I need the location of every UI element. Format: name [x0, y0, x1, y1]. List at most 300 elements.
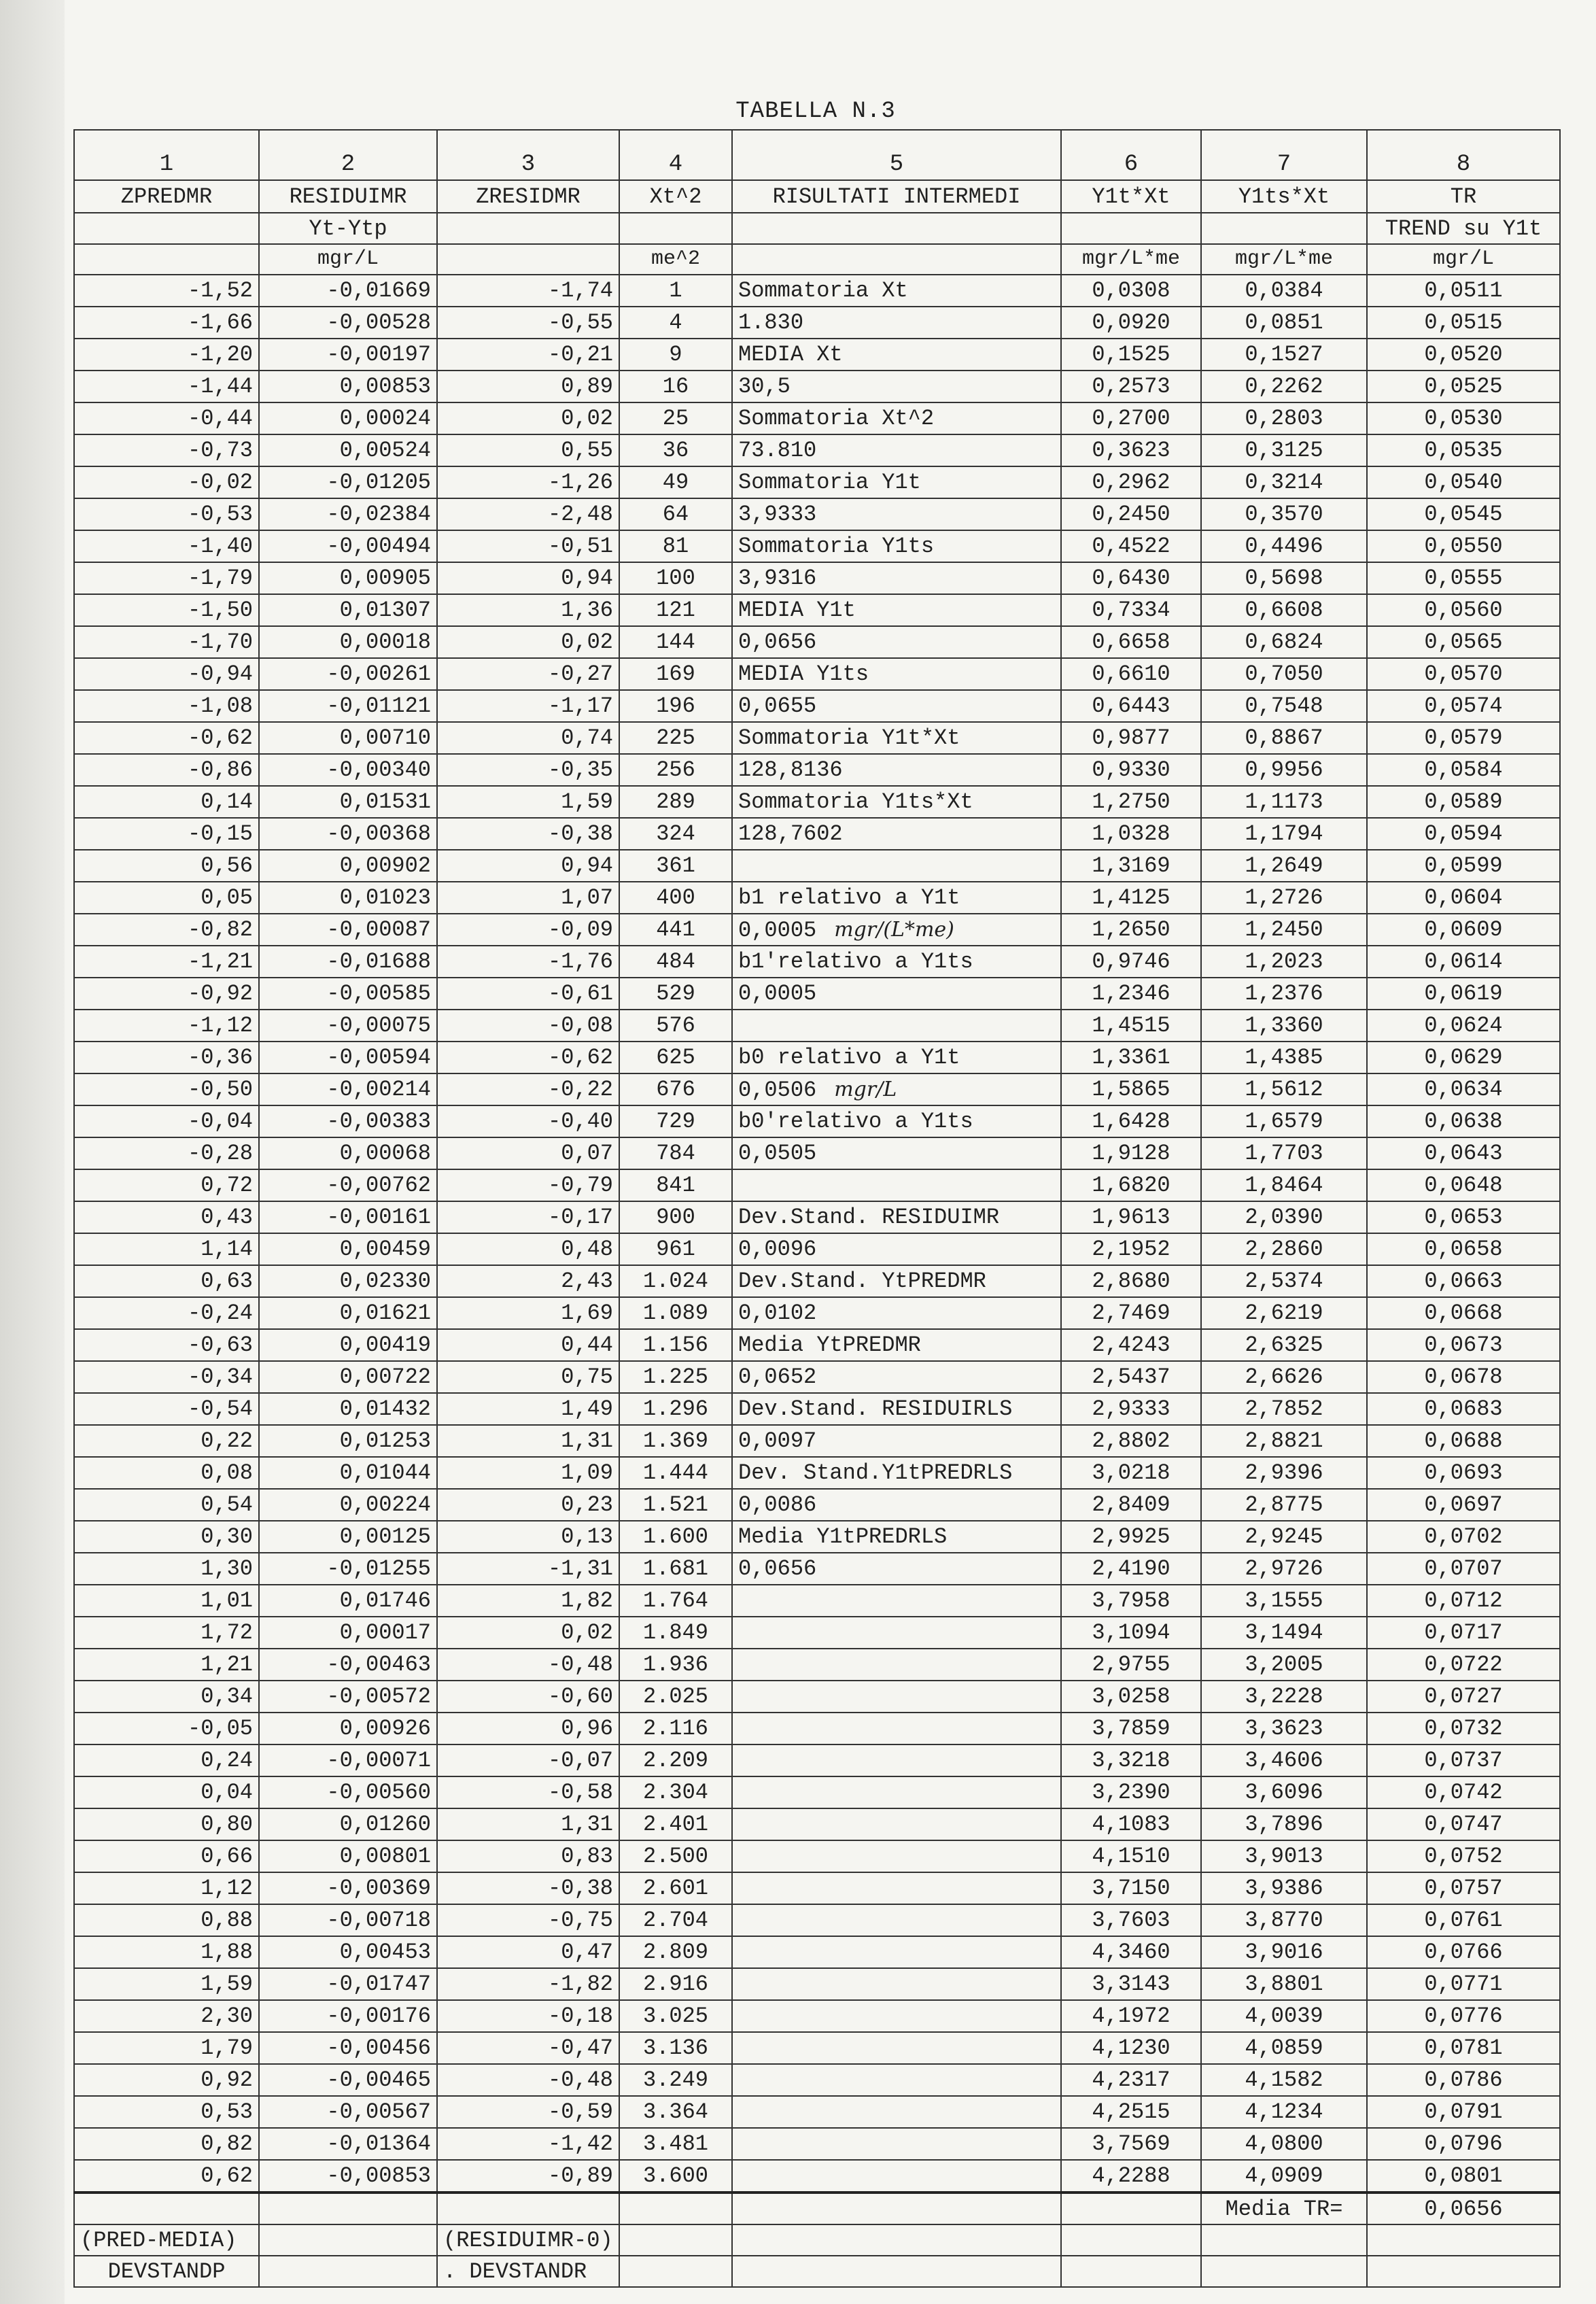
table-cell [732, 914, 1061, 946]
table-cell [732, 1553, 1061, 1585]
cell-value: 1,4385 [1245, 1045, 1323, 1070]
column-unit: mgr/L [259, 244, 437, 275]
table-row [74, 1713, 1560, 1744]
table-cell [74, 1073, 259, 1105]
cell-value: 1,6579 [1245, 1109, 1323, 1134]
footer-cell [619, 2193, 732, 2224]
table-cell [259, 1297, 437, 1329]
cell-value: 2,2860 [1245, 1237, 1323, 1262]
table-cell [1367, 434, 1560, 466]
cell-value: 4,1230 [1092, 2035, 1170, 2061]
cell-value: -0,00494 [326, 534, 431, 559]
table-cell [74, 658, 259, 690]
page-shadow [0, 0, 65, 2304]
cell-value: -0,50 [187, 1077, 253, 1102]
cell-value: 0,0097 [738, 1428, 817, 1454]
footer-cell [1061, 2193, 1201, 2224]
cell-value: Sommatoria Xt [738, 278, 908, 303]
cell-value: 0,05 [201, 885, 253, 910]
footer-cell [437, 2193, 619, 2224]
table-cell [619, 1585, 732, 1617]
table-cell [437, 1425, 619, 1457]
cell-value: 0,0688 [1424, 1428, 1503, 1454]
table-cell [732, 2032, 1061, 2064]
table-cell [619, 1713, 732, 1744]
cell-value: MEDIA Y1t [738, 598, 856, 623]
cell-value: 3.600 [642, 2163, 708, 2188]
table-cell [74, 1585, 259, 1617]
table-cell [1201, 946, 1367, 978]
table-cell [732, 1457, 1061, 1489]
table-cell [1201, 2032, 1367, 2064]
cell-value: 0,02 [561, 630, 613, 655]
table-cell [1201, 594, 1367, 626]
cell-value: -1,82 [547, 1972, 613, 1997]
cell-value: -0,36 [187, 1045, 253, 1070]
table-cell [437, 1968, 619, 2000]
table-cell [1367, 1553, 1560, 1585]
table-cell [437, 1681, 619, 1713]
table-cell [1367, 498, 1560, 530]
cell-value: 2.116 [642, 1716, 708, 1741]
table-cell [1061, 594, 1201, 626]
table-cell [437, 1904, 619, 1936]
table-cell [1201, 1649, 1367, 1681]
table-cell [619, 690, 732, 722]
table-cell [437, 307, 619, 339]
table-cell [259, 690, 437, 722]
cell-value: 0,0629 [1424, 1045, 1503, 1070]
cell-value: -0,35 [547, 757, 613, 783]
cell-value: 1,59 [201, 1972, 253, 1997]
table-cell [437, 1521, 619, 1553]
cell-value: 3,7150 [1092, 1876, 1170, 1901]
table-cell [74, 978, 259, 1010]
cell-value: -0,73 [187, 438, 253, 463]
table-cell [437, 402, 619, 434]
cell-value: 3,2228 [1245, 1684, 1323, 1709]
cell-value: -0,00528 [326, 310, 431, 335]
table-cell [1061, 1137, 1201, 1169]
table-cell [259, 722, 437, 754]
table-cell [74, 530, 259, 562]
column-header: Xt^2 [619, 180, 732, 213]
table-cell [74, 946, 259, 978]
table-cell [259, 946, 437, 978]
table-cell [732, 1872, 1061, 1904]
table-cell [259, 914, 437, 946]
table-cell [74, 1553, 259, 1585]
cell-value: 0,0619 [1424, 981, 1503, 1006]
table-cell [259, 882, 437, 914]
table-cell [1061, 914, 1201, 946]
table-cell [437, 2032, 619, 2064]
table-row [74, 1457, 1560, 1489]
cell-value: 0,0520 [1424, 342, 1503, 367]
cell-value: Sommatoria Y1t*Xt [738, 725, 960, 751]
cell-value: 0,0658 [1424, 1237, 1503, 1262]
table-cell [259, 658, 437, 690]
table-cell [1201, 307, 1367, 339]
table-cell [74, 594, 259, 626]
table-cell [1061, 1010, 1201, 1042]
table-cell [259, 818, 437, 850]
table-cell [1367, 594, 1560, 626]
table-row [74, 754, 1560, 786]
cell-value: 3,3623 [1245, 1716, 1323, 1741]
table-row [74, 1521, 1560, 1553]
cell-value: 25 [662, 406, 689, 431]
table-cell [1061, 1553, 1201, 1585]
cell-value: 1.521 [642, 1492, 708, 1517]
cell-value: -0,48 [547, 2067, 613, 2093]
table-row [74, 1105, 1560, 1137]
table-cell [1367, 946, 1560, 978]
table-cell [619, 2160, 732, 2193]
cell-value: 0,01044 [339, 1460, 431, 1485]
table-row [74, 1265, 1560, 1297]
cell-value: -0,51 [547, 534, 613, 559]
table-cell [1201, 1265, 1367, 1297]
table-cell [1201, 690, 1367, 722]
table-row [74, 882, 1560, 914]
table-cell [619, 1073, 732, 1105]
cell-value: 2,0390 [1245, 1205, 1323, 1230]
table-cell [1201, 1776, 1367, 1808]
table-cell [1201, 1105, 1367, 1137]
cell-value: 2,4243 [1092, 1332, 1170, 1358]
cell-value: 0,0570 [1424, 661, 1503, 687]
table-cell [437, 1137, 619, 1169]
table-row [74, 1744, 1560, 1776]
cell-value: 0,0656 [738, 630, 817, 655]
table-row [74, 1585, 1560, 1617]
cell-value: 4 [669, 310, 682, 335]
cell-value: 4,0909 [1245, 2163, 1323, 2188]
table-cell [1367, 1329, 1560, 1361]
table-cell [1367, 1617, 1560, 1649]
cell-value: -0,00594 [326, 1045, 431, 1070]
cell-value: 1.156 [642, 1332, 708, 1358]
table-cell [732, 786, 1061, 818]
table-cell [74, 914, 259, 946]
table-cell [1201, 1968, 1367, 2000]
cell-value: -0,04 [187, 1109, 253, 1134]
table-cell [732, 1137, 1061, 1169]
cell-value: 0,0707 [1424, 1556, 1503, 1581]
cell-value: 1,4125 [1092, 885, 1170, 910]
cell-value: 1,6820 [1092, 1173, 1170, 1198]
table-cell [1201, 818, 1367, 850]
footer-cell [1061, 2256, 1201, 2287]
table-cell [1061, 1297, 1201, 1329]
table-cell [1201, 562, 1367, 594]
cell-value: 0,00125 [339, 1524, 431, 1549]
cell-value: 0,55 [561, 438, 613, 463]
table-cell [1201, 1553, 1367, 1585]
cell-value: 0,0530 [1424, 406, 1503, 431]
cell-value: 0,13 [561, 1524, 613, 1549]
cell-value: 324 [656, 821, 695, 846]
cell-value: 1,36 [561, 598, 613, 623]
table-cell [74, 1808, 259, 1840]
table-cell [437, 1042, 619, 1073]
table-cell [259, 1201, 437, 1233]
cell-value: 2.809 [642, 1940, 708, 1965]
cell-value: MEDIA Xt [738, 342, 843, 367]
column-header: RISULTATI INTERMEDI [732, 180, 1061, 213]
cell-value: 3,2390 [1092, 1780, 1170, 1805]
table-cell [1061, 339, 1201, 371]
cell-value: b1'relativo a Y1ts [738, 949, 973, 974]
table-cell [259, 1489, 437, 1521]
table-cell [619, 1201, 732, 1233]
table-cell [259, 402, 437, 434]
cell-value: 0,3623 [1092, 438, 1170, 463]
table-cell [1061, 1808, 1201, 1840]
table-row [74, 498, 1560, 530]
footer-cell [259, 2224, 437, 2256]
table-cell [259, 1233, 437, 1265]
table-cell [732, 690, 1061, 722]
cell-value: 2,5374 [1245, 1269, 1323, 1294]
cell-value: -0,00456 [326, 2035, 431, 2061]
table-cell [732, 1073, 1061, 1105]
cell-value: -1,76 [547, 949, 613, 974]
cell-value: 3,7958 [1092, 1588, 1170, 1613]
col-number: 4 [619, 130, 732, 180]
cell-value: 0,53 [201, 2099, 253, 2125]
table-cell [1201, 658, 1367, 690]
table-cell [74, 1297, 259, 1329]
cell-value: -0,55 [547, 310, 613, 335]
table-cell [619, 1457, 732, 1489]
cell-value: 289 [656, 789, 695, 814]
cell-value: -0,17 [547, 1205, 613, 1230]
devstandp-label: DEVSTANDP [74, 2256, 259, 2287]
cell-value: -0,00071 [326, 1748, 431, 1773]
table-cell [259, 2160, 437, 2193]
table-cell [74, 498, 259, 530]
table-cell [619, 1265, 732, 1297]
table-cell [1061, 754, 1201, 786]
table-cell [437, 1872, 619, 1904]
cell-value: -0,62 [547, 1045, 613, 1070]
cell-value: 0,0589 [1424, 789, 1503, 814]
table-cell [1367, 1649, 1560, 1681]
cell-value: -0,01255 [326, 1556, 431, 1581]
table-cell [1201, 1425, 1367, 1457]
table-cell [732, 1744, 1061, 1776]
header-row [74, 180, 1560, 213]
cell-value: 1.089 [642, 1301, 708, 1326]
cell-value: -0,48 [547, 1652, 613, 1677]
cell-value: -0,00340 [326, 757, 431, 783]
table-cell [437, 2064, 619, 2096]
table-cell [437, 594, 619, 626]
cell-value: -0,08 [547, 1013, 613, 1038]
table-row [74, 1649, 1560, 1681]
cell-value: 1,30 [201, 1556, 253, 1581]
table-cell [437, 1169, 619, 1201]
table-row [74, 978, 1560, 1010]
table-cell [1061, 2000, 1201, 2032]
cell-value: 841 [656, 1173, 695, 1198]
cell-value: -0,00762 [326, 1173, 431, 1198]
table-cell [619, 2096, 732, 2128]
footer-cell [619, 2256, 732, 2287]
table-row [74, 1201, 1560, 1233]
cell-value: -0,02 [187, 470, 253, 495]
cell-value: 1.225 [642, 1364, 708, 1390]
cell-value: 0,01253 [339, 1428, 431, 1454]
table-cell [259, 1744, 437, 1776]
cell-value: 0,00224 [339, 1492, 431, 1517]
table-cell [1367, 978, 1560, 1010]
table-cell [259, 530, 437, 562]
cell-value: -0,00465 [326, 2067, 431, 2093]
cell-value: 4,2288 [1092, 2163, 1170, 2188]
table-cell [1201, 1137, 1367, 1169]
table-row [74, 786, 1560, 818]
table-cell [619, 1744, 732, 1776]
cell-value: 0,0594 [1424, 821, 1503, 846]
cell-value: Sommatoria Xt^2 [738, 406, 935, 431]
table-cell [437, 1361, 619, 1393]
table-cell [437, 850, 619, 882]
cell-value: -0,61 [547, 981, 613, 1006]
table-cell [437, 434, 619, 466]
table-cell [732, 1585, 1061, 1617]
table-cell [1201, 1808, 1367, 1840]
cell-value: 529 [656, 981, 695, 1006]
table-cell [437, 339, 619, 371]
table-cell [437, 1649, 619, 1681]
table-cell [619, 371, 732, 402]
table-cell [74, 562, 259, 594]
table-cell [1061, 530, 1201, 562]
table-cell [732, 339, 1061, 371]
cell-value: 0,00453 [339, 1940, 431, 1965]
cell-value: 1.936 [642, 1652, 708, 1677]
table-cell [732, 978, 1061, 1010]
cell-value: 0,6824 [1245, 630, 1323, 655]
table-cell [732, 1617, 1061, 1649]
table-cell [1061, 1489, 1201, 1521]
cell-value: 0,0525 [1424, 374, 1503, 399]
table-cell [1061, 882, 1201, 914]
cell-value: 0,00524 [339, 438, 431, 463]
column-subheader [1201, 213, 1367, 244]
table-cell [732, 1265, 1061, 1297]
table-cell [1201, 1521, 1367, 1553]
table-cell [74, 850, 259, 882]
cell-value: 0,00722 [339, 1364, 431, 1390]
table-cell [732, 1105, 1061, 1137]
table-cell [732, 2128, 1061, 2160]
table-cell [437, 1553, 619, 1585]
table-cell [74, 1681, 259, 1713]
table-cell [1061, 1840, 1201, 1872]
cell-value: 0,14 [201, 789, 253, 814]
cell-value: 0,0668 [1424, 1301, 1503, 1326]
table-cell [619, 1361, 732, 1393]
cell-value: 1,14 [201, 1237, 253, 1262]
table-cell [1061, 2128, 1201, 2160]
table-cell [1061, 2160, 1201, 2193]
cell-value: 81 [662, 534, 689, 559]
cell-value: 2,6219 [1245, 1301, 1323, 1326]
cell-value: 1,2650 [1092, 917, 1170, 942]
table-cell [732, 1169, 1061, 1201]
cell-value: 1.764 [642, 1588, 708, 1613]
cell-value: 0,01260 [339, 1812, 431, 1837]
cell-value: 0,0086 [738, 1492, 817, 1517]
table-cell [1201, 754, 1367, 786]
table-cell [259, 850, 437, 882]
cell-value: 0,0851 [1245, 310, 1323, 335]
footer-cell [74, 2193, 259, 2224]
table-cell [259, 1872, 437, 1904]
cell-value: 3,8801 [1245, 1972, 1323, 1997]
table-cell [1201, 1585, 1367, 1617]
table-cell [437, 1744, 619, 1776]
cell-value: -1,08 [187, 693, 253, 719]
table-cell [1367, 786, 1560, 818]
cell-value: 0,0766 [1424, 1940, 1503, 1965]
table-cell [74, 1393, 259, 1425]
table-cell [1201, 1744, 1367, 1776]
table-cell [74, 1042, 259, 1073]
table-cell [1367, 914, 1560, 946]
cell-value: -0,09 [547, 917, 613, 942]
cell-value: 1.444 [642, 1460, 708, 1485]
cell-value: -0,79 [547, 1173, 613, 1198]
table-cell [1061, 946, 1201, 978]
table-cell [1061, 1169, 1201, 1201]
table-row [74, 1904, 1560, 1936]
table-cell [1367, 2000, 1560, 2032]
cell-value: -0,05 [187, 1716, 253, 1741]
cell-value: 0,0574 [1424, 693, 1503, 719]
table-cell [619, 1904, 732, 1936]
cell-value: 2,30 [201, 2004, 253, 2029]
table-cell [1061, 1393, 1201, 1425]
cell-value: 0,23 [561, 1492, 613, 1517]
table-cell [1201, 1457, 1367, 1489]
cell-value: 1.849 [642, 1620, 708, 1645]
cell-value: 2,7469 [1092, 1301, 1170, 1326]
column-unit [732, 244, 1061, 275]
table-row [74, 1425, 1560, 1457]
table-cell [259, 754, 437, 786]
table-cell [1201, 626, 1367, 658]
table-cell [1061, 1201, 1201, 1233]
table-cell [1367, 1904, 1560, 1936]
table-cell [259, 2032, 437, 2064]
table-cell [74, 2160, 259, 2193]
table-cell [437, 1010, 619, 1042]
cell-value: 0,01621 [339, 1301, 431, 1326]
table-cell [732, 371, 1061, 402]
table-row [74, 1776, 1560, 1808]
cell-value: 0,5698 [1245, 566, 1323, 591]
cell-value: 0,2450 [1092, 502, 1170, 527]
table-cell [437, 1329, 619, 1361]
cell-value: 0,75 [561, 1364, 613, 1390]
table-cell [74, 1904, 259, 1936]
cell-value: 0,0096 [738, 1237, 817, 1262]
